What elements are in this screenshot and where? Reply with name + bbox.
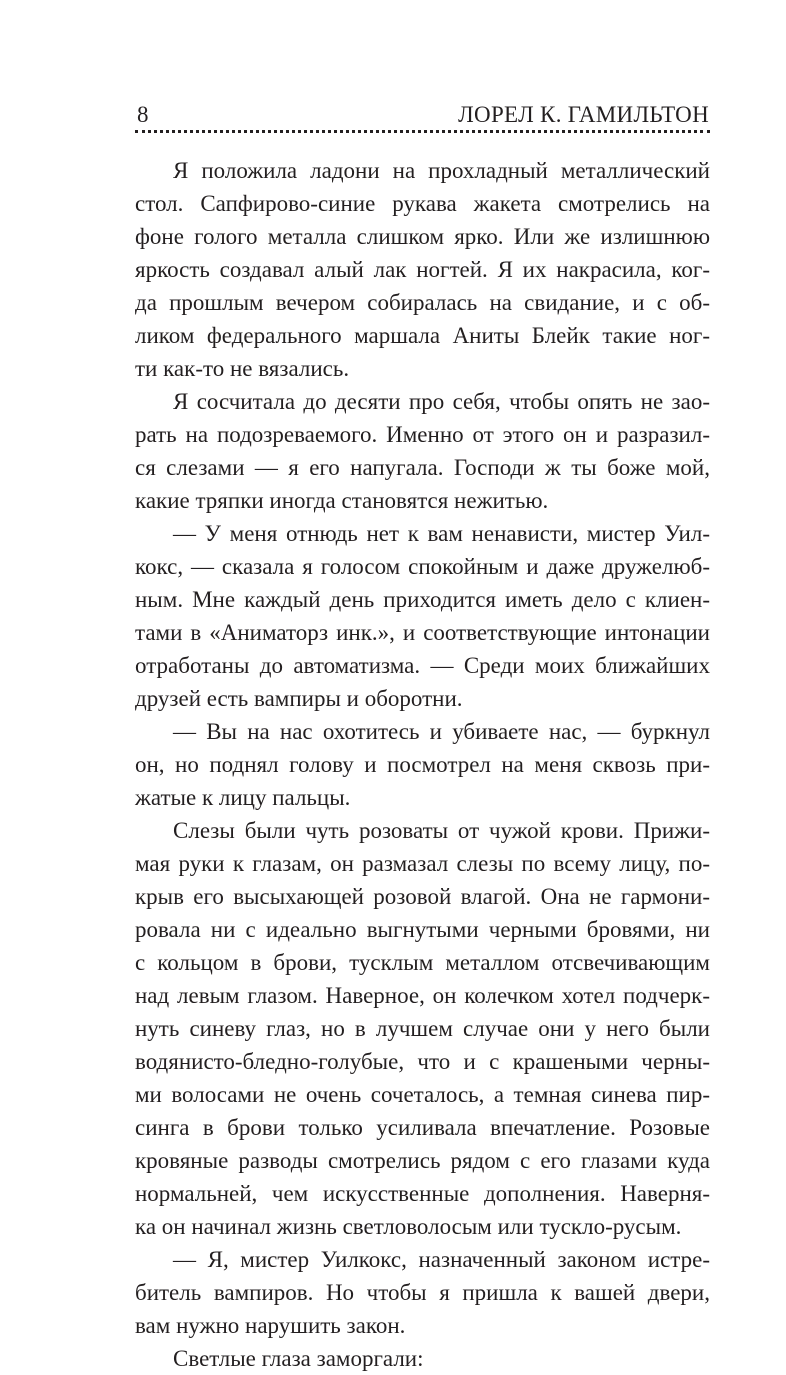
running-title: ЛОРЕЛ К. ГАМИЛЬТОН: [458, 102, 709, 127]
text-line: отработаны до автоматизма. — Среди моих ближайших: [135, 653, 710, 678]
text-line: ся слезами — я его напугала. Господи ж ты боже мой,: [135, 455, 710, 480]
text-line: ликом федерального маршала Аниты Блейк такие ног-: [135, 323, 710, 348]
text-line: ми волосами не очень сочеталось, а темная синева пир-: [135, 1082, 710, 1107]
text-line: тами в «Аниматорз инк.», и соответствующие интонации: [135, 620, 710, 645]
text-line: Я положила ладони на прохладный металлический: [173, 158, 710, 183]
text-line: — Вы на нас охотитесь и убиваете нас, — буркнул: [173, 719, 710, 744]
text-line: синга в брови только усиливала впечатление. Розовые: [135, 1115, 710, 1140]
text-line: битель вампиров. Но чтобы я пришла к вашей двери,: [135, 1280, 710, 1305]
running-header: [135, 96, 710, 126]
text-line: вам нужно нарушить закон.: [135, 1313, 406, 1338]
text-line: рать на подозреваемого. Именно от этого он и разразил-: [135, 422, 710, 447]
text-line: над левым глазом. Наверное, он колечком хотел подчерк-: [135, 983, 710, 1008]
text-line: — У меня отнюдь нет к вам ненависти, мистер Уил-: [173, 521, 710, 546]
text-line: водянисто-бледно-голубые, что и с крашеными черны-: [135, 1049, 710, 1074]
text-line: фоне голого металла слишком ярко. Или же излишнюю: [135, 224, 710, 249]
text-line: нуть синеву глаз, но в лучшем случае они у него были: [135, 1016, 710, 1041]
text-line: друзей есть вампиры и оборотни.: [135, 686, 463, 711]
text-line: стол. Сапфирово-синие рукава жакета смотрелись на: [135, 191, 710, 216]
text-line: да прошлым вечером собиралась на свидание, и с об-: [135, 290, 710, 315]
text-line: ка он начинал жизнь светловолосым или тускло-русым.: [135, 1214, 682, 1239]
dotted-divider: [135, 130, 710, 133]
text-line: кровяные разводы смотрелись рядом с его глазами куда: [135, 1148, 710, 1173]
text-line: Слезы были чуть розоваты от чужой крови. Прижи-: [173, 818, 710, 843]
text-line: он, но поднял голову и посмотрел на меня сквозь при-: [135, 752, 710, 777]
text-line: — Я, мистер Уилкокс, назначенный законом истре-: [173, 1247, 710, 1272]
text-line: яркость создавал алый лак ногтей. Я их накрасила, ког-: [135, 257, 710, 282]
text-line: Я сосчитала до десяти про себя, чтобы опять не зао-: [173, 389, 710, 414]
text-line: ным. Мне каждый день приходится иметь дело с клиен-: [135, 587, 710, 612]
page-number: 8: [137, 102, 149, 127]
text-line: мая руки к глазам, он размазал слезы по всему лицу, по-: [135, 851, 710, 876]
text-line: какие тряпки иногда становятся нежитью.: [135, 488, 549, 513]
text-line: крыв его высыхающей розовой влагой. Она не гармони-: [135, 884, 710, 909]
text-line: кокс, — сказала я голосом спокойным и даже дружелюб-: [135, 554, 710, 579]
text-line: ровала ни с идеально выгнутыми черными бровями, ни: [135, 917, 710, 942]
text-line: нормальней, чем искусственные дополнения. Наверня-: [135, 1181, 710, 1206]
text-line: ти как-то не вязались.: [135, 356, 350, 381]
text-line: Светлые глаза заморгали:: [173, 1346, 424, 1371]
text-line: с кольцом в брови, тусклым металлом отсвечивающим: [135, 950, 710, 975]
text-line: жатые к лицу пальцы.: [135, 785, 351, 810]
body-text: [135, 154, 710, 1375]
